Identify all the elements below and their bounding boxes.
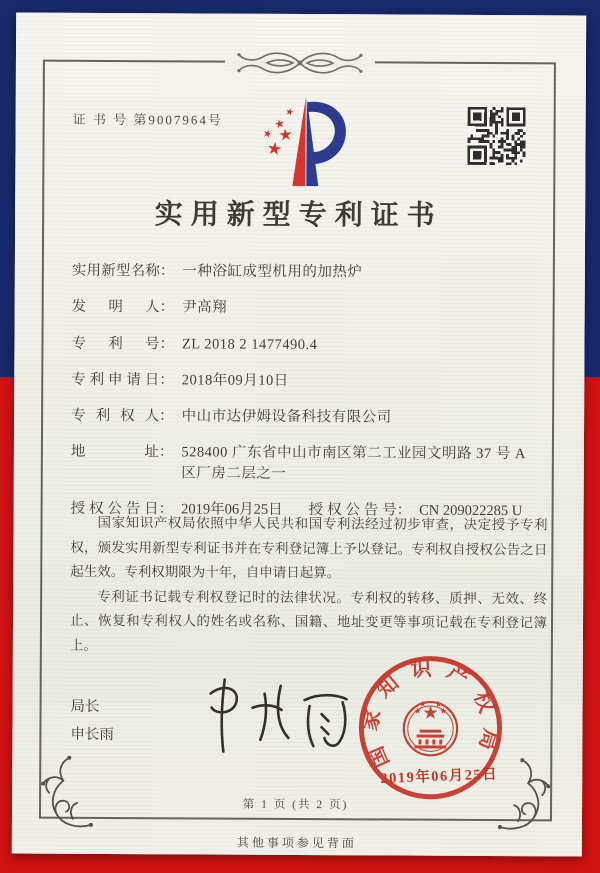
field-value: CN 209022285 U bbox=[419, 502, 523, 520]
frame-top-ornament-icon bbox=[204, 48, 394, 79]
field-value: 尹高翔 bbox=[182, 299, 228, 316]
director-name: 申长雨 bbox=[70, 727, 114, 744]
field-label: 发明人 bbox=[71, 299, 160, 316]
legal-paragraph: 专利证书记载专利权登记时的法律状况。专利权的转移、质押、无效、终止、恢复和专利权人的姓名或名称、国籍、地址变更等事项记载在专利登记簿上。 bbox=[69, 588, 548, 653]
field-row-utility-name: 实用新型名称 ： 一种浴缸成型机用的加热炉 bbox=[72, 261, 545, 284]
grant-date-pair: 授权公告日 ： 2019年06月25日 bbox=[71, 499, 283, 520]
director-block bbox=[70, 693, 114, 750]
certificate-number: 证 书 号 第9007964号 bbox=[72, 111, 223, 128]
field-label: 专利申请日 bbox=[71, 371, 160, 389]
field-value: ZL 2018 2 1477490.4 bbox=[181, 335, 318, 353]
grant-number-pair: 授权公告号 ： CN 209022285 U bbox=[309, 500, 523, 521]
director-signature-icon bbox=[190, 665, 359, 764]
field-value: 一种浴缸成型机用的加热炉 bbox=[182, 263, 363, 281]
certificate-title: 实用新型专利证书 bbox=[154, 199, 443, 232]
field-label: 专利号 bbox=[71, 335, 160, 352]
field-label: 地址 bbox=[70, 444, 159, 461]
field-row-patentee: 专利权人 ： 中山市达伊姆设备科技有限公司 bbox=[71, 406, 544, 429]
legal-text bbox=[70, 511, 548, 661]
director-title: 局长 bbox=[70, 698, 100, 715]
field-list bbox=[71, 261, 545, 522]
field-value: 2018年09月10日 bbox=[181, 372, 289, 389]
field-value: 中山市达伊姆设备科技有限公司 bbox=[181, 408, 392, 426]
qr-code bbox=[467, 107, 525, 165]
field-row-application-date: 专利申请日 ： 2018年09月10日 bbox=[71, 370, 544, 393]
seal-text: 国家知识产权局 bbox=[359, 657, 502, 771]
field-row-inventor: 发明人 ： 尹高翔 bbox=[72, 297, 545, 320]
back-side-note: 其他事项参见背面 bbox=[236, 835, 357, 851]
field-value: 528400 广东省中山市南区第二工业园文明路 37 号 A 区厂房二层之一 bbox=[181, 444, 526, 482]
seal-date: 2019年06月25日 bbox=[380, 766, 499, 787]
field-row-address: 地址 ： 528400 广东省中山市南区第二工业园文明路 37 号 A 区厂房二层之一 bbox=[71, 442, 544, 485]
field-label: 实用新型名称 bbox=[71, 262, 160, 280]
certificate-paper bbox=[12, 13, 586, 857]
legal-paragraph: 国家知识产权局依照中华人民共和国专利法经过初步审查，决定授予专利权，颁发实用新型专利证书并在专利登记簿上予以登记。专利权自授权公告之日起生效。专利权期限为十年，自申请日起算。 bbox=[70, 514, 548, 581]
cnipa-patent-logo-icon bbox=[255, 90, 356, 195]
field-row-patent-number: 专利号 ： ZL 2018 2 1477490.4 bbox=[71, 333, 544, 356]
field-value: 2019年06月25日 bbox=[181, 501, 283, 518]
field-label: 授权公告号 bbox=[308, 502, 397, 519]
frame-corner-flourish-icon bbox=[29, 755, 95, 831]
field-label: 授权公告日 bbox=[70, 500, 159, 518]
field-label: 专利权人 bbox=[71, 407, 160, 425]
page-indicator: 第 1 页 (共 2 页) bbox=[242, 798, 349, 812]
